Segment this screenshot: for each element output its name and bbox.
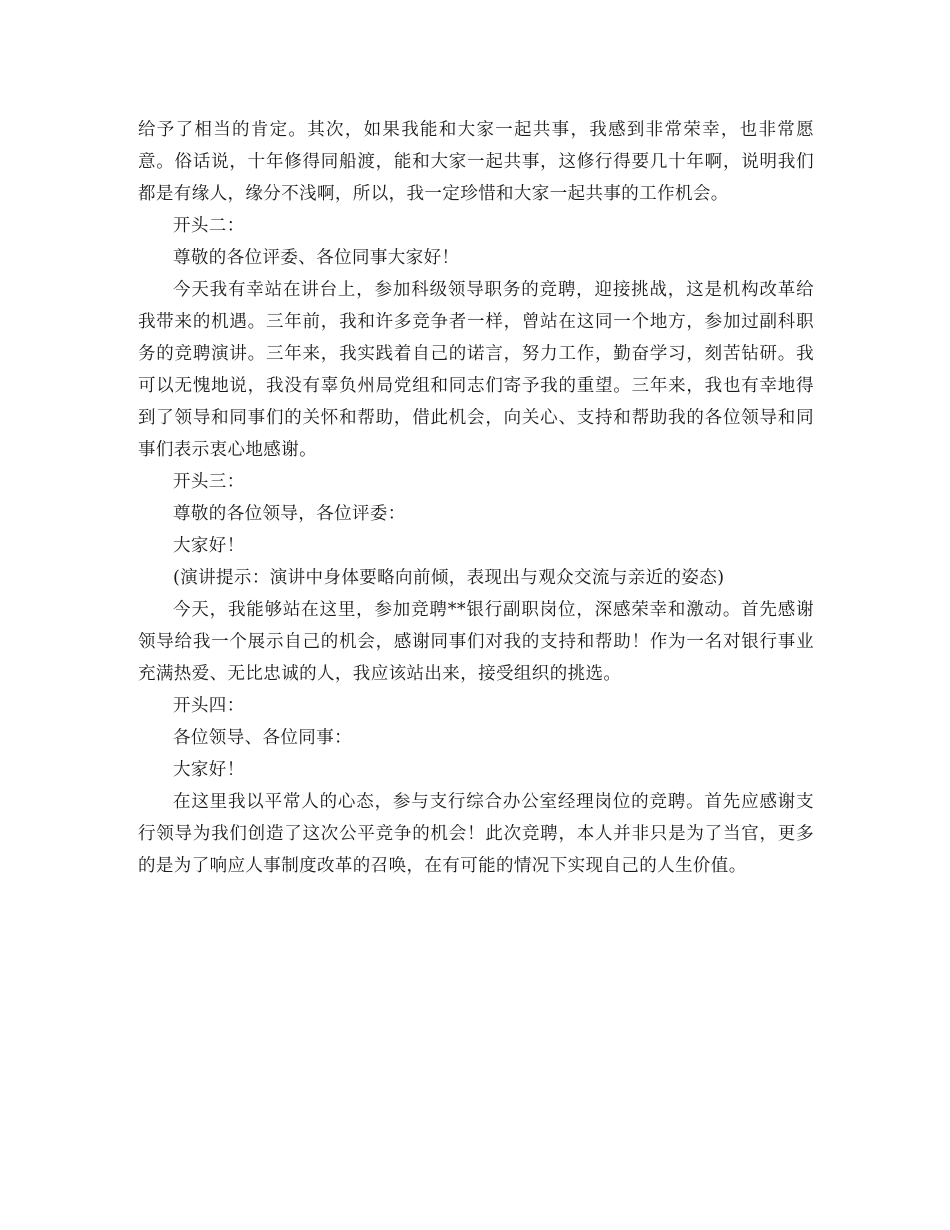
document-body (138, 114, 814, 882)
speech-tip-paragraph: (演讲提示：演讲中身体要略向前倾，表现出与观众交流与亲近的姿态) (173, 568, 725, 588)
salutation-paragraph: 尊敬的各位评委、各位同事大家好！ (173, 248, 460, 268)
salutation-paragraph: 各位领导、各位同事： (173, 728, 352, 748)
paragraph-continuation: 给予了相当的肯定。其次，如果我能和大家一起共事，我感到非常荣幸，也非常愿意。俗话说，十年修得同船渡，能和大家一起共事，这修行得要几十年啊，说明我们都是有缘人，缘分不浅啊，所以，我一定珍惜和大家一起共事的工作机会。 (138, 120, 814, 204)
heading-opening-four: 开头四： (173, 696, 245, 716)
greeting-paragraph: 大家好！ (173, 760, 245, 780)
body-paragraph: 今天，我能够站在这里，参加竞聘**银行副职岗位，深感荣幸和激动。首先感谢领导给我一个展示自己的机会，感谢同事们对我的支持和帮助！作为一名对银行事业充满热爱、无比忠诚的人，我应该站出来，接受组织的挑选。 (138, 600, 814, 684)
salutation-paragraph: 尊敬的各位领导，各位评委： (173, 504, 406, 524)
body-paragraph: 今天我有幸站在讲台上，参加科级领导职务的竞聘，迎接挑战，这是机构改革给我带来的机遇。三年前，我和许多竞争者一样，曾站在这同一个地方，参加过副科职务的竞聘演讲。三年来，我实践着自己的诺言，努力工作，勤奋学习，刻苦钻研。我可以无愧地说，我没有辜负州局党组和同志们寄予我的重望。三年来，我也有幸地得到了领导和同事们的关怀和帮助，借此机会，向关心、支持和帮助我的各位领导和同事们表示衷心地感谢。 (138, 280, 814, 460)
greeting-paragraph: 大家好！ (173, 536, 245, 556)
heading-opening-three: 开头三： (173, 472, 245, 492)
body-paragraph: 在这里我以平常人的心态，参与支行综合办公室经理岗位的竞聘。首先应感谢支行领导为我们创造了这次公平竞争的机会！此次竞聘，本人并非只是为了当官，更多的是为了响应人事制度改革的召唤，在有可能的情况下实现自己的人生价值。 (138, 792, 814, 876)
heading-opening-two: 开头二： (173, 216, 245, 236)
